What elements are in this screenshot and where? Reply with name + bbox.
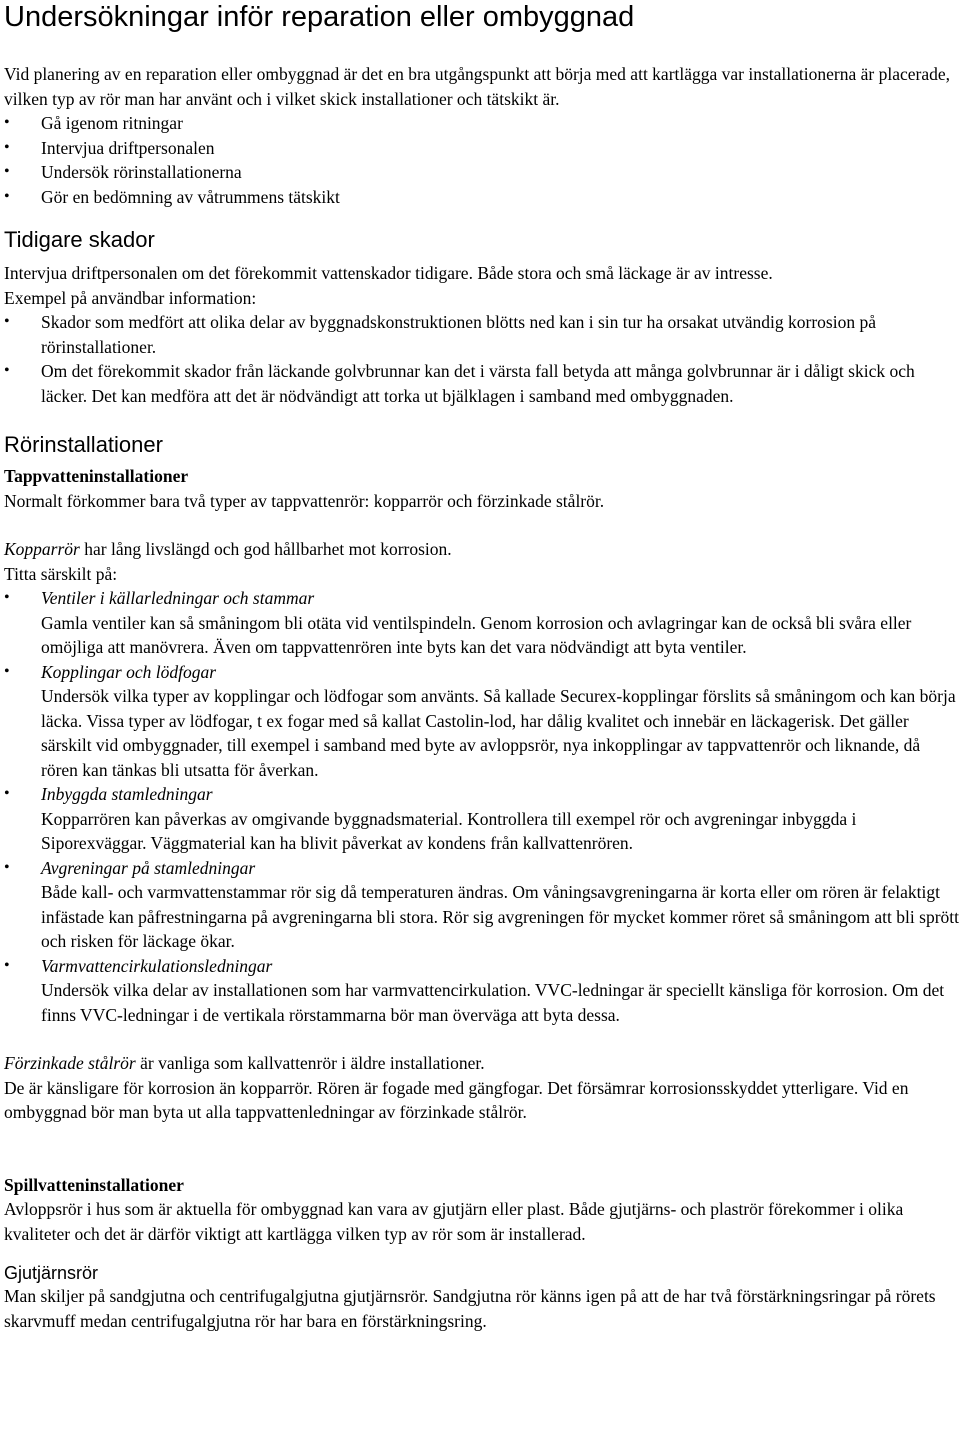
titta-label: Titta särskilt på: bbox=[4, 563, 118, 584]
zink-text: är vanliga som kallvattenrör i äldre installationer. bbox=[135, 1053, 485, 1073]
gjutjarn-paragraph: Man skiljer på sandgjutna och centrifugalgjutna gjutjärnsrör. Sandgjutna rör känns igen på att de har två förstärkningsringar på rörets skarvmuff medan centrifugalgjutna rör har bara en förstärkningsring. bbox=[4, 1286, 936, 1331]
zink-paragraph-2: De är känsligare för korrosion än kopparrör. Rören är fogade med gängfogar. Det försämrar korrosionsskyddet ytterligare. Vid en ombyggnad bör man byta ut alla tappvattenledningar av förzinkade stålrör. bbox=[4, 1077, 909, 1122]
list-item: • Om det förekommit skador från läckande golvbrunnar kan det i värsta fall betyda att många golvbrunnar är i dåligt skick och läcker. Det kan medföra att det är nödvändigt att torka ut bjälklagen i samband med ombyggnaden. bbox=[4, 359, 960, 408]
list-item-text: Gamla ventiler kan så småningom bli otäta vid ventilspindeln. Genom korrosion och avlagringar kan de också bli svåra eller omöjliga att manövrera. Även om tappvattenrören inte byts kan det vara nödvändigt att byta ventiler. bbox=[41, 612, 912, 657]
intro-list bbox=[4, 111, 960, 209]
list-item: • Gå igenom ritningar bbox=[4, 111, 960, 136]
subheading-spillvatten: Spillvatteninstallationer bbox=[4, 1174, 184, 1195]
list-item-title: • Ventiler i källarledningar och stammar bbox=[41, 588, 315, 608]
zink-term: Förzinkade stålrör bbox=[4, 1053, 136, 1073]
list-item bbox=[4, 660, 960, 783]
spillvatten-paragraph: Avloppsrör i hus som är aktuella för ombyggnad kan vara av gjutjärn eller plast. Både gjutjärns- och plaströr förekommer i olika kvaliteter och det är därför viktigt att kartlägga vilken typ av rör som är installerad. bbox=[4, 1199, 904, 1244]
koppar-paragraph bbox=[4, 537, 960, 562]
list-item-text: Undersök vilka delar av installationen som har varmvattencirkulation. VVC-ledningar är speciellt känsliga för korrosion. Om det finns VVC-ledningar i de vertikala rörstammarna bör man överväga att byta dessa. bbox=[41, 980, 945, 1025]
skador-example-label: Exempel på användbar information: bbox=[4, 287, 257, 308]
list-item bbox=[4, 954, 960, 1028]
tappvatten-paragraph: Normalt förkommer bara två typer av tappvattenrör: kopparrör och förzinkade stålrör. bbox=[4, 490, 605, 511]
list-item-title: • Kopplingar och lödfogar bbox=[41, 661, 217, 682]
section-heading-ror: Rörinstallationer bbox=[4, 432, 163, 457]
list-item-title: • Inbyggda stamledningar bbox=[41, 784, 213, 804]
koppar-text: har lång livslängd och god hållbarhet mot korrosion. bbox=[79, 539, 452, 559]
list-item-title: • Varmvattencirkulationsledningar bbox=[41, 955, 273, 976]
list-item-title: • Avgreningar på stamledningar bbox=[41, 857, 256, 878]
skador-list bbox=[4, 310, 960, 408]
subheading-tappvatten: Tappvatteninstallationer bbox=[4, 466, 189, 486]
list-item: • Skador som medfört att olika delar av byggnadskonstruktionen blötts ned kan i sin tur ha orsakat utvändig korrosion på rörinstallationer. bbox=[4, 310, 960, 359]
list-item-text: Både kall- och varmvattenstammar rör sig då temperaturen ändras. Om våningsavgreningarna är korta eller om rören är felaktigt infästade kan påfrestningarna på avgreningarna bli stora. Rör sig avgreningen för mycket kommer röret så småningom att bli sprött och risken för läckage ökar. bbox=[41, 882, 959, 951]
list-item: • Undersök rörinstallationerna bbox=[4, 160, 960, 185]
koppar-term: Kopparrör bbox=[4, 539, 80, 559]
list-item bbox=[4, 856, 960, 954]
list-item-text: Kopparrören kan påverkas av omgivande byggnadsmaterial. Kontrollera till exempel rör och avgreningar inbyggda i Siporexväggar. Väggmaterial kan ha blivit påverkat av kondens från kallvattenrören. bbox=[41, 808, 857, 853]
page-title: Undersökningar inför reparation eller ombyggnad bbox=[4, 1, 635, 33]
list-item bbox=[4, 782, 960, 856]
subheading-gjutjarn: Gjutjärnsrör bbox=[4, 1263, 99, 1283]
list-item: • Intervjua driftpersonalen bbox=[4, 136, 960, 161]
list-item-text: Undersök vilka typer av kopplingar och lödfogar som använts. Så kallade Securex-kopplingar förslits så småningom och kan börja läcka. Vissa typer av lödfogar, t ex fogar med så kallat Castolin-lod, har dålig kvalitet och innebär en läckagerisk. Det gäller särskilt vid ombyggnader, till exempel i samband med byte av avloppsrör, nya inkopplingar av tappvattenrör och liknande, då rören kan tänkas bli utsatta för åverkan. bbox=[41, 686, 956, 780]
intro-paragraph: Vid planering av en reparation eller ombyggnad är det en bra utgångspunkt att börja med att kartlägga var installationerna är placerade, vilken typ av rör man har använt och i vilket skick installationer och tätskikt är. bbox=[4, 64, 950, 109]
list-item bbox=[4, 586, 960, 660]
section-heading-skador: Tidigare skador bbox=[4, 227, 155, 252]
zink-paragraph bbox=[4, 1051, 960, 1076]
skador-paragraph: Intervjua driftpersonalen om det förekommit vattenskador tidigare. Både stora och små läckage är av intresse. bbox=[4, 263, 773, 283]
ror-list bbox=[4, 586, 960, 1027]
list-item: • Gör en bedömning av våtrummens tätskikt bbox=[4, 185, 960, 210]
